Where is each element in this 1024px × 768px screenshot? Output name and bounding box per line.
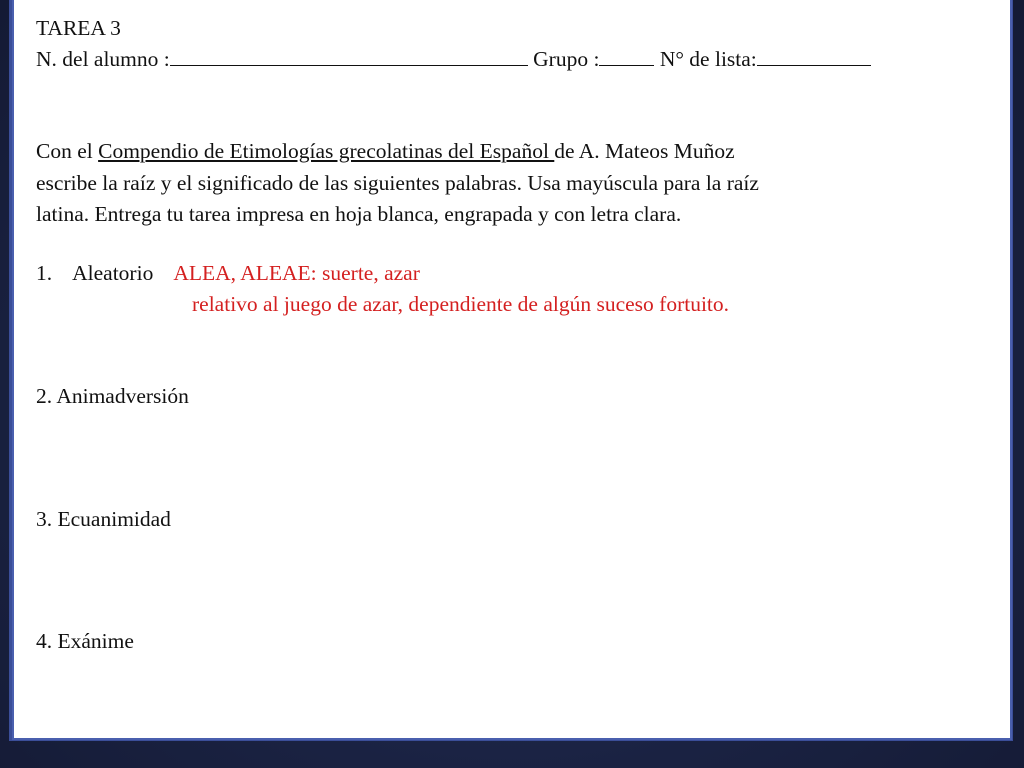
- list-item-3: 3. Ecuanimidad: [36, 507, 171, 531]
- list-number-blank[interactable]: [757, 47, 871, 66]
- list-item-1: [36, 259, 420, 287]
- item-number: 1.: [36, 261, 53, 285]
- instructions-line-2: escribe la raíz y el significado de las siguientes palabras. Usa mayúscula para la raíz: [36, 171, 759, 195]
- instructions-line-1: Con el Compendio de Etimologías grecolatinas del Español de A. Mateos Muñoz: [36, 139, 735, 163]
- worksheet-page: [12, 0, 1012, 740]
- student-info-line: [36, 45, 871, 73]
- student-name-label: N. del alumno :: [36, 47, 170, 71]
- item-word: Aleatorio: [72, 261, 154, 285]
- student-name-blank[interactable]: [170, 47, 528, 66]
- instructions-line-3: latina. Entrega tu tarea impresa en hoja blanca, engrapada y con letra clara.: [36, 202, 682, 226]
- list-number-label: N° de lista:: [659, 47, 757, 71]
- group-blank[interactable]: [599, 47, 654, 66]
- item-meaning: relativo al juego de azar, dependiente de algún suceso fortuito.: [192, 292, 730, 316]
- item-root: ALEA, ALEAE: suerte, azar: [173, 261, 420, 285]
- page-title: TAREA 3: [36, 16, 121, 40]
- group-label: Grupo :: [533, 47, 600, 71]
- list-item-4: 4. Exánime: [36, 629, 134, 653]
- book-title: Compendio de Etimologías grecolatinas del Español: [98, 139, 555, 163]
- list-item-2: 2. Animadversión: [36, 384, 189, 408]
